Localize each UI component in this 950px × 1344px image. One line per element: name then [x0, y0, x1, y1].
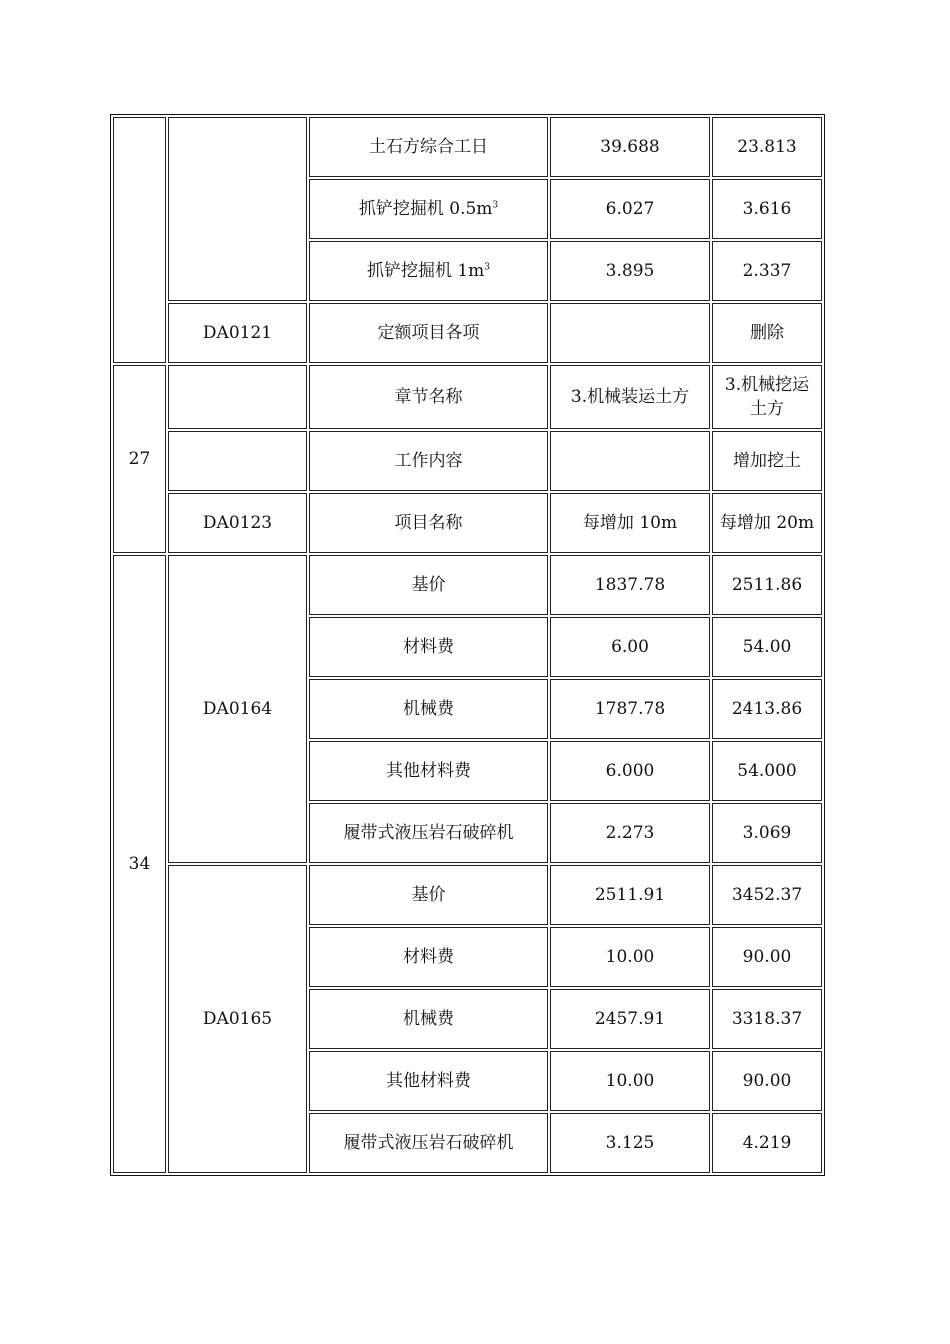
- original-value: 2511.91: [550, 865, 710, 925]
- quota-code: DA0123: [168, 493, 307, 553]
- item-name: 基价: [309, 865, 548, 925]
- revised-value: 90.00: [712, 927, 822, 987]
- original-value: 6.00: [550, 617, 710, 677]
- original-value: 2457.91: [550, 989, 710, 1049]
- quota-code: DA0164: [168, 555, 307, 863]
- original-value: 10.00: [550, 927, 710, 987]
- revised-value: 3452.37: [712, 865, 822, 925]
- quota-code: DA0121: [168, 303, 307, 363]
- item-name: 机械费: [309, 679, 548, 739]
- original-value: 3.机械装运土方: [550, 365, 710, 429]
- item-name: 材料费: [309, 927, 548, 987]
- code-cell-empty: [168, 431, 307, 491]
- item-name: 章节名称: [309, 365, 548, 429]
- item-name: 机械费: [309, 989, 548, 1049]
- seq-number: 27: [113, 365, 166, 553]
- original-value: 每增加 10m: [550, 493, 710, 553]
- item-name: 土石方综合工日: [309, 117, 548, 177]
- original-value: [550, 431, 710, 491]
- original-value: 2.273: [550, 803, 710, 863]
- revised-value: 2511.86: [712, 555, 822, 615]
- item-name: 其他材料费: [309, 741, 548, 801]
- superscript: 3: [492, 200, 499, 211]
- original-value: 6.027: [550, 179, 710, 239]
- item-name: 基价: [309, 555, 548, 615]
- item-name: 履带式液压岩石破碎机: [309, 1113, 548, 1173]
- table-row: [113, 303, 822, 363]
- table-row: [113, 493, 822, 553]
- item-name: 其他材料费: [309, 1051, 548, 1111]
- item-name: 项目名称: [309, 493, 548, 553]
- revised-value: 增加挖土: [712, 431, 822, 491]
- item-name: 工作内容: [309, 431, 548, 491]
- table-row: [113, 865, 822, 925]
- revised-value: 每增加 20m: [712, 493, 822, 553]
- original-value: 1787.78: [550, 679, 710, 739]
- original-value: 6.000: [550, 741, 710, 801]
- item-name: 抓铲挖掘机 $0.5m^3$: [309, 179, 548, 239]
- original-value: 1837.78: [550, 555, 710, 615]
- item-name: 履带式液压岩石破碎机: [309, 803, 548, 863]
- original-value: 10.00: [550, 1051, 710, 1111]
- revised-value: 3.机械挖运土方: [712, 365, 822, 429]
- revised-value: 2.337: [712, 241, 822, 301]
- original-value: 3.895: [550, 241, 710, 301]
- item-name: 材料费: [309, 617, 548, 677]
- revised-value: 23.813: [712, 117, 822, 177]
- revised-value: 54.00: [712, 617, 822, 677]
- item-name: 定额项目各项: [309, 303, 548, 363]
- original-value: 3.125: [550, 1113, 710, 1173]
- quota-revision-table: [110, 114, 825, 1176]
- revised-value: 3.069: [712, 803, 822, 863]
- item-name: 抓铲挖掘机 $1m^3$: [309, 241, 548, 301]
- table-row: [113, 117, 822, 177]
- table-row: [113, 555, 822, 615]
- table-row: [113, 431, 822, 491]
- quota-code: DA0165: [168, 865, 307, 1173]
- original-value: 39.688: [550, 117, 710, 177]
- revised-value: 54.000: [712, 741, 822, 801]
- superscript: 3: [484, 262, 491, 273]
- original-value: [550, 303, 710, 363]
- code-cell-empty: [168, 365, 307, 429]
- revised-value: 3.616: [712, 179, 822, 239]
- table-row: [113, 365, 822, 429]
- revised-value: 2413.86: [712, 679, 822, 739]
- revised-value: 3318.37: [712, 989, 822, 1049]
- seq-number: 34: [113, 555, 166, 1173]
- revised-value: 4.219: [712, 1113, 822, 1173]
- seq-cell-empty: [113, 117, 166, 363]
- code-cell-empty: [168, 117, 307, 301]
- revised-value: 90.00: [712, 1051, 822, 1111]
- revised-value: 删除: [712, 303, 822, 363]
